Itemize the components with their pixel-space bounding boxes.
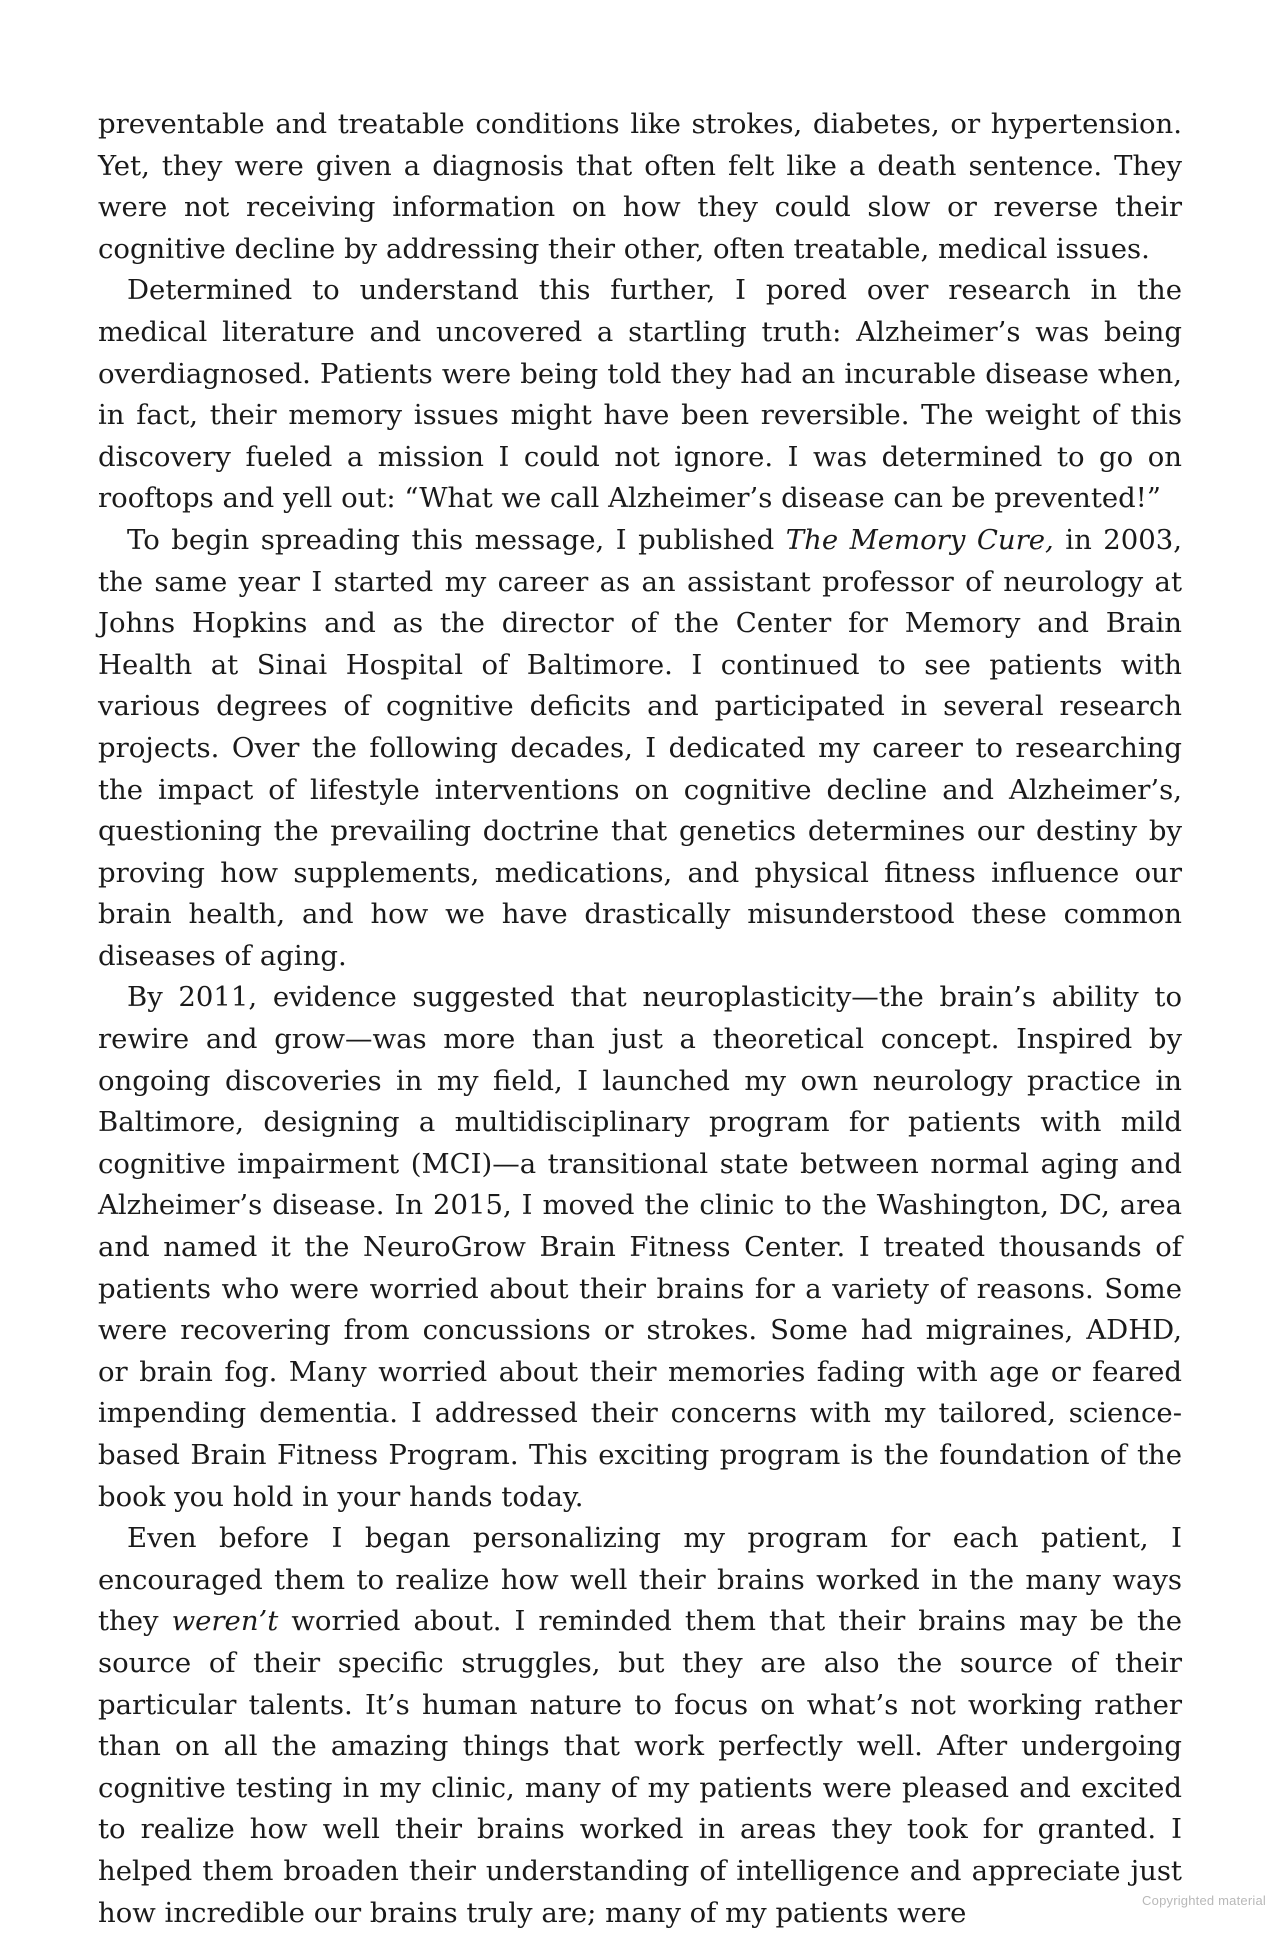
page-body: [98, 104, 1182, 1934]
paragraph-1-text: preventable and treatable conditions like strokes, diabetes, or hypertension. Yet, they were given a diagnosis that often felt like a death sentence. They were not receiving information on how they could slow or reverse their cognitive decline by addressing their other, often treatable, medical issues.: [98, 108, 1182, 265]
paragraph-3-text-a: To begin spreading this message, I published: [127, 523, 786, 556]
emphasis-italic: weren’t: [171, 1605, 279, 1638]
book-title-italic: The Memory Cure,: [785, 523, 1054, 556]
paragraph-5-text-b: worried about. I reminded them that their brains may be the source of their specific struggles, but they are also the source of their particular talents. It’s human nature to focus on what’s not working rather than on all the amazing things that work perfectly well. After undergoing cognitive testing in my clinic, many of my patients were pleased and excited to realize how well their brains worked in areas they took for granted. I helped them broaden their understanding of intelligence and appreciate just how incredible our brains truly are; many of my patients were: [98, 1605, 1182, 1929]
paragraph-2: [98, 270, 1182, 520]
copyright-watermark: Copyrighted material: [1142, 1893, 1266, 1908]
paragraph-4: [98, 977, 1182, 1518]
paragraph-4-text: By 2011, evidence suggested that neuroplasticity—the brain’s ability to rewire and grow—was more than just a theoretical concept. Inspired by ongoing discoveries in my field, I launched my own neurology practice in Baltimore, designing a multidisciplinary program for patients with mild cognitive impairment (MCI)—a transitional state between normal aging and Alzheimer’s disease. In 2015, I moved the clinic to the Washington, DC, area and named it the NeuroGrow Brain Fitness Center. I treated thousands of patients who were worried about their brains for a variety of reasons. Some were recovering from concussions or strokes. Some had migraines, ADHD, or brain fog. Many worried about their memories fading with age or feared impending dementia. I addressed their concerns with my tailored, science-based Brain Fitness Program. This exciting program is the foundation of the book you hold in your hands today.: [98, 981, 1182, 1513]
paragraph-3: [98, 520, 1182, 978]
paragraph-3-text-b: in 2003, the same year I started my career as an assistant professor of neurology at Johns Hopkins and as the director of the Center for Memory and Brain Health at Sinai Hospital of Baltimore. I continued to see patients with various degrees of cognitive deficits and participated in several research projects. Over the following decades, I dedicated my career to researching the impact of lifestyle interventions on cognitive decline and Alzheimer’s, questioning the prevailing doctrine that genetics determines our destiny by proving how supplements, medications, and physical fitness influence our brain health, and how we have drastically misunderstood these common diseases of aging.: [98, 523, 1183, 972]
paragraph-1: [98, 104, 1182, 270]
paragraph-5-text-a: Even before I began personalizing my program for each patient, I encouraged them to realize how well their brains worked in the many ways they: [98, 1522, 1182, 1638]
paragraph-5: [98, 1518, 1182, 1934]
paragraph-2-text: Determined to understand this further, I pored over research in the medical literature and uncovered a startling truth: Alzheimer’s was being overdiagnosed. Patients were being told they had an incurable disease when, in fact, their memory issues might have been reversible. The weight of this discovery fueled a mission I could not ignore. I was determined to go on rooftops and yell out: “What we call Alzheimer’s disease can be prevented!”: [98, 274, 1182, 515]
